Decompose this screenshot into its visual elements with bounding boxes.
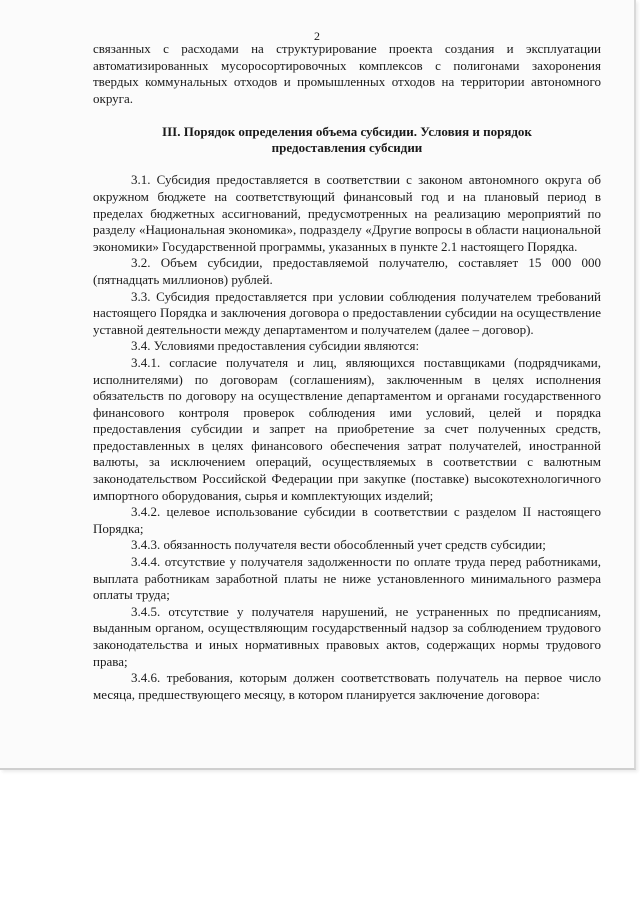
paragraph-3-4-4: 3.4.4. отсутствие у получателя задолженности по оплате труда перед работниками, выплата работникам заработной платы не ниже установленного минимального размера оплаты труда; [93,554,601,603]
paragraph-3-4-2: 3.4.2. целевое использование субсидии в соответствии с разделом II настоящего Порядка; [93,504,601,536]
paragraph-3-4-5: 3.4.5. отсутствие у получателя нарушений, не устраненных по предписаниям, выданным органом, осуществляющим государственный надзор за соблюдением трудового законодательства и иных нормативных правовых актов, содержащих нормы трудового права; [93,603,601,669]
page-number: 2 [314,29,320,43]
section-heading [93,124,601,156]
section-heading-line-2: предоставления субсидии [271,140,423,156]
paragraph-3-4-1: 3.4.1. согласие получателя и лиц, являющихся поставщиками (подрядчиками, исполнителями) по договорам (соглашениям), заключенным в целях исполнения обязательств по договору на осуществление департаментом и органами государственного финансового контроля проверок соблюдения ими условий, целей и порядка предоставления субсидии и запрет на приобретение за счет полученных средств, предоставленных в целях финансового обеспечения затрат получателей, иностранной валюты, за исключением операций, осуществляемых в соответствии с валютным законодательством Российской Федерации при закупке (поставке) высокотехнологичного импортного оборудования, сырья и комплектующих изделий; [93,354,601,503]
intro-paragraph: связанных с расходами на структурирование проекта создания и эксплуатации автоматизированных мусоросортировочных комплексов с полигонами захоронения твердых коммунальных отходов и промышленных отходов на территории автономного округа. [93,41,601,106]
paragraph-3-2: 3.2. Объем субсидии, предоставляемой получателю, составляет 15 000 000 (пятнадцать миллионов) рублей. [93,255,601,287]
section-heading-line-1: III. Порядок определения объема субсидии. Условия и порядок [162,124,532,140]
paragraph-3-1: 3.1. Субсидия предоставляется в соответствии с законом автономного округа об окружном бюджете на соответствующий финансовый год и на плановый период в пределах бюджетных ассигнований, предусмотренных на реализацию мероприятий по разделу «Национальная экономика», подразделу «Другие вопросы в области национальной экономики» Государственной программы, указанных в пункте 2.1 настоящего Порядка. [93,172,601,254]
paragraph-3-4-3: 3.4.3. обязанность получателя вести обособленный учет средств субсидии; [131,537,546,553]
paragraph-3-4: 3.4. Условиями предоставления субсидии являются: [131,338,420,354]
paragraph-3-4-6: 3.4.6. требования, которым должен соответствовать получатель на первое число месяца, предшествующего месяцу, в котором планируется заключение договора: [93,670,601,702]
document-body [93,41,601,703]
paragraph-3-3: 3.3. Субсидия предоставляется при условии соблюдения получателем требований настоящего Порядка и заключения договора о предоставлении субсидии на осуществление уставной деятельности между департаментом и получателем (далее – договор). [93,288,601,337]
